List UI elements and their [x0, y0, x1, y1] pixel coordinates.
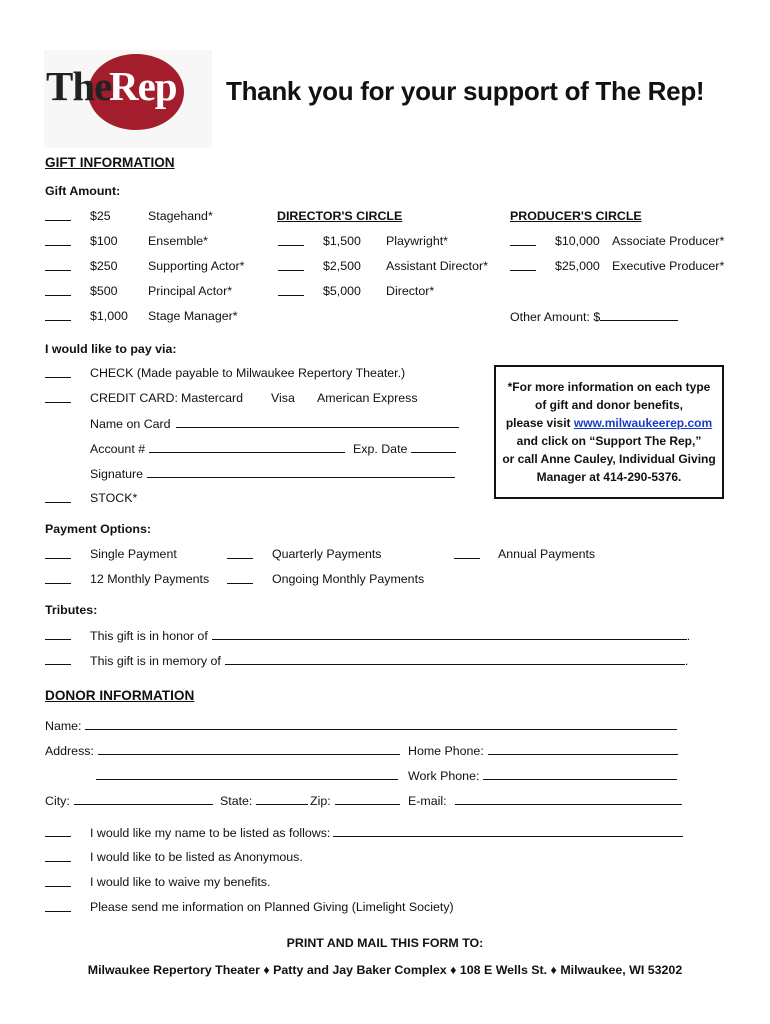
credit-card-option[interactable]	[45, 391, 71, 406]
name-label: Name:	[45, 719, 82, 733]
gift-level: Executive Producer*	[612, 259, 725, 273]
payment-option-label: Ongoing Monthly Payments	[272, 572, 425, 586]
gift-row[interactable]	[278, 234, 304, 249]
gift-row[interactable]	[45, 259, 71, 274]
gift-level: Associate Producer*	[612, 234, 725, 248]
tribute-option[interactable]	[45, 653, 71, 668]
gift-amount: $10,000	[555, 234, 600, 248]
gift-row[interactable]	[278, 259, 304, 274]
account-field[interactable]	[90, 441, 345, 456]
gift-row[interactable]	[45, 309, 71, 324]
gift-row[interactable]	[45, 209, 71, 224]
info-line	[496, 416, 722, 430]
city-label: City:	[45, 794, 70, 808]
state-label: State:	[220, 794, 253, 808]
gift-level: Stagehand*	[148, 209, 213, 223]
website-link[interactable]: www.milwaukeerep.com	[573, 416, 713, 430]
info-line: *For more information on each type	[507, 380, 711, 394]
payment-option[interactable]	[227, 572, 253, 587]
signature-label: Signature	[90, 467, 144, 481]
info-box	[494, 365, 724, 499]
info-line: of gift and donor benefits,	[535, 398, 683, 412]
listed-as-label: I would like my name to be listed as follows:	[90, 826, 331, 840]
gift-amount: $25,000	[555, 259, 600, 273]
check-option[interactable]	[45, 366, 71, 381]
gift-amount: $2,500	[323, 259, 361, 273]
gift-amount: $100	[90, 234, 118, 248]
payment-option-label: Quarterly Payments	[272, 547, 382, 561]
gift-level: Assistant Director*	[386, 259, 488, 273]
info-line: or call Anne Cauley, Individual Giving	[502, 452, 716, 466]
name-field[interactable]	[45, 718, 677, 733]
payment-option[interactable]	[227, 547, 253, 562]
payment-option-label: 12 Monthly Payments	[90, 572, 210, 586]
waive-label: I would like to waive my benefits.	[90, 875, 271, 889]
exp-date-label: Exp. Date	[353, 442, 408, 456]
gift-row[interactable]	[278, 284, 304, 299]
page-title: Thank you for your support of The Rep!	[226, 76, 705, 106]
logo-the: The	[46, 63, 112, 109]
memory-label: This gift is in memory of	[90, 654, 221, 668]
gift-row[interactable]	[510, 234, 536, 249]
gift-amount: $500	[90, 284, 118, 298]
gift-level: Director*	[386, 284, 435, 298]
donor-option[interactable]	[45, 850, 71, 865]
info-line-text: please visit	[505, 416, 574, 430]
honor-label: This gift is in honor of	[90, 629, 208, 643]
info-line: and click on “Support The Rep,”	[516, 434, 702, 448]
donor-option[interactable]	[45, 825, 71, 840]
pay-via-label: I would like to pay via:	[45, 342, 177, 356]
gift-level: Principal Actor*	[148, 284, 233, 298]
home-phone-field[interactable]	[408, 743, 678, 758]
donor-option[interactable]	[45, 900, 71, 915]
gift-level: Stage Manager*	[148, 309, 238, 323]
payment-options-label: Payment Options:	[45, 522, 152, 536]
logo-rep: Rep	[109, 63, 177, 109]
work-phone-label: Work Phone:	[408, 769, 480, 783]
email-field[interactable]	[408, 793, 682, 808]
info-line: Manager at 414-290-5376.	[536, 470, 682, 484]
address-field[interactable]	[45, 743, 400, 758]
account-label: Account #	[90, 442, 146, 456]
donor-section-title: DONOR INFORMATION	[45, 688, 195, 703]
producers-circle-heading: PRODUCER'S CIRCLE	[510, 209, 642, 223]
payment-option[interactable]	[45, 547, 71, 562]
work-phone-field[interactable]	[408, 768, 677, 783]
credit-card-label: CREDIT CARD:	[90, 391, 178, 405]
donor-option[interactable]	[45, 875, 71, 890]
gift-row[interactable]	[45, 284, 71, 299]
payment-option-label: Annual Payments	[498, 547, 596, 561]
card-amex[interactable]: American Express	[317, 391, 418, 405]
home-phone-label: Home Phone:	[408, 744, 484, 758]
listed-as-field[interactable]	[90, 825, 683, 840]
other-amount-label: Other Amount: $	[510, 310, 601, 324]
memory-field[interactable]: This gift is in memory of .	[90, 654, 689, 668]
zip-label: Zip:	[310, 794, 331, 808]
gift-level: Ensemble*	[148, 234, 208, 248]
check-label: CHECK (Made payable to Milwaukee Repertory Theater.)	[90, 366, 406, 380]
stock-option[interactable]	[45, 491, 71, 506]
mailing-address: Milwaukee Repertory Theater ♦ Patty and Jay Baker Complex ♦ 108 E Wells St. ♦ Milwaukee, WI 53202	[87, 963, 683, 977]
gift-row[interactable]	[510, 259, 536, 274]
exp-date-field[interactable]	[353, 441, 456, 456]
gift-amount: $5,000	[323, 284, 361, 298]
payment-option[interactable]	[454, 547, 480, 562]
state-field[interactable]	[220, 793, 308, 808]
honor-field[interactable]: This gift is in honor of .	[90, 629, 691, 643]
gift-amount: $25	[90, 209, 111, 223]
name-on-card-field[interactable]	[90, 416, 459, 431]
gift-section-title: GIFT INFORMATION	[45, 155, 175, 170]
tributes-label: Tributes:	[45, 603, 98, 617]
name-on-card-label: Name on Card	[90, 417, 171, 431]
address-line-2[interactable]	[96, 768, 398, 783]
mail-to-heading: PRINT AND MAIL THIS FORM TO:	[286, 936, 484, 950]
gift-amount: $1,000	[90, 309, 128, 323]
gift-amount: $1,500	[323, 234, 361, 248]
payment-option[interactable]	[45, 572, 71, 587]
address-label: Address:	[45, 744, 94, 758]
signature-field[interactable]	[90, 466, 455, 481]
zip-field[interactable]	[310, 793, 400, 808]
payment-option-label: Single Payment	[90, 547, 177, 561]
email-label: E-mail:	[408, 794, 447, 808]
city-field[interactable]	[45, 793, 213, 808]
directors-circle-heading: DIRECTOR'S CIRCLE	[277, 209, 403, 223]
card-mastercard[interactable]: Mastercard	[181, 391, 243, 405]
tribute-option[interactable]	[45, 628, 71, 643]
gift-level: Playwright*	[386, 234, 448, 248]
stock-label: STOCK*	[90, 491, 138, 505]
gift-amount-label: Gift Amount:	[45, 184, 121, 198]
anonymous-label: I would like to be listed as Anonymous.	[90, 850, 303, 864]
gift-level: Supporting Actor*	[148, 259, 245, 273]
planned-giving-label: Please send me information on Planned Giving (Limelight Society)	[90, 900, 454, 914]
gift-row[interactable]	[45, 234, 71, 249]
card-visa[interactable]: Visa	[271, 391, 295, 405]
gift-amount: $250	[90, 259, 118, 273]
other-amount-field[interactable]	[510, 309, 678, 324]
